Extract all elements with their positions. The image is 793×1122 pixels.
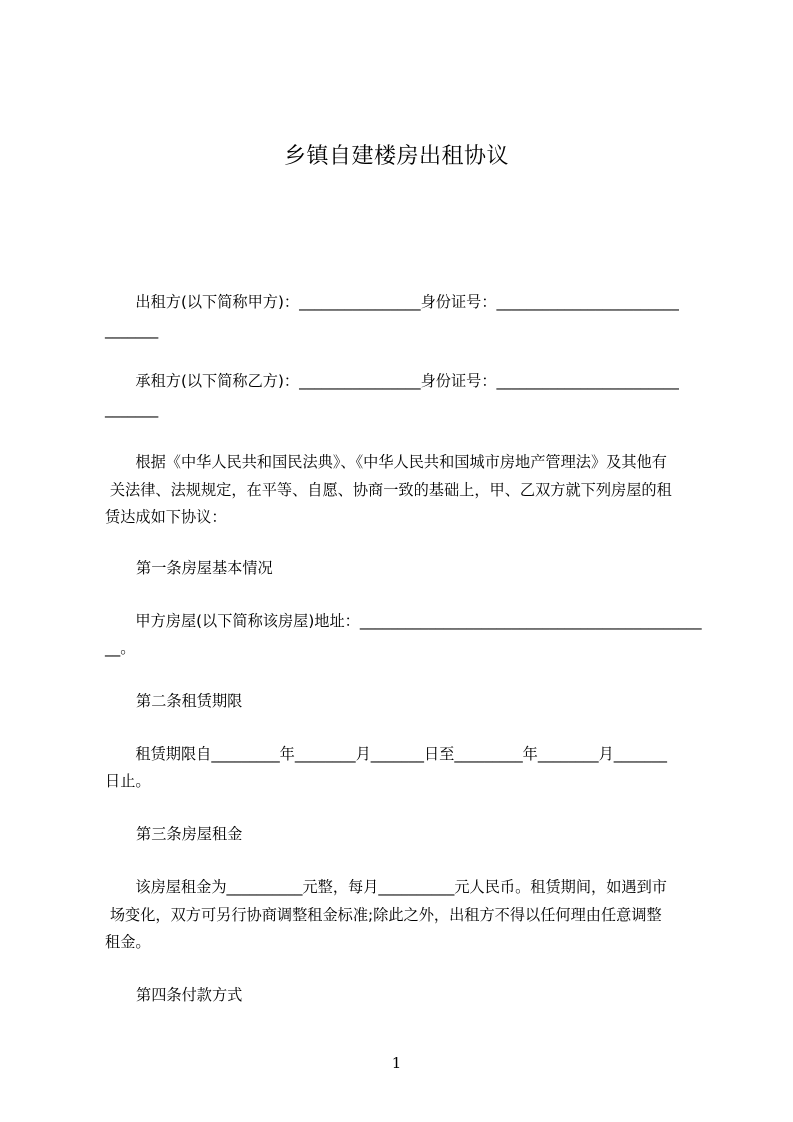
lessor-line-continued: _______ (105, 321, 159, 339)
article-3-rent-line-3: 租金。 (105, 933, 151, 951)
article-1-address-line: 甲方房屋(以下简称该房屋)地址：_____________________________________________ (105, 612, 702, 630)
document-title: 乡镇自建楼房出租协议 (283, 144, 509, 169)
article-1-address-line-continued: __。 (105, 639, 136, 657)
article-2-term-line-continued: 日止。 (105, 772, 151, 790)
preamble-line-2: 关法律、法规规定，在平等、自愿、协商一致的基础上，甲、乙双方就下列房屋的租 (105, 481, 672, 499)
article-2-term-line: 租赁期限自_________年________月_______日至_________年________月_______ (105, 745, 667, 763)
article-3-heading: 第三条房屋租金 (136, 825, 243, 843)
preamble-line-3: 赁达成如下协议： (105, 508, 227, 526)
lessee-line: 承租方(以下简称乙方)：________________身份证号：________________________ (105, 372, 679, 390)
article-2-heading: 第二条租赁期限 (136, 692, 243, 710)
article-1-heading: 第一条房屋基本情况 (136, 559, 273, 577)
page-number: 1 (391, 1054, 402, 1072)
article-3-rent-line-1: 该房屋租金为__________元整，每月__________元人民币。租赁期间，如遇到市 (105, 878, 667, 896)
preamble-line-1: 根据《中华人民共和国民法典》、《中华人民共和国城市房地产管理法》及其他有 (105, 453, 667, 471)
article-3-rent-line-2: 场变化，双方可另行协商调整租金标准;除此之外，出租方不得以任何理由任意调整 (105, 906, 662, 924)
lessor-line: 出租方(以下简称甲方)：________________身份证号：________________________ (105, 293, 679, 311)
lessee-line-continued: _______ (105, 400, 159, 418)
article-4-heading: 第四条付款方式 (136, 986, 243, 1004)
